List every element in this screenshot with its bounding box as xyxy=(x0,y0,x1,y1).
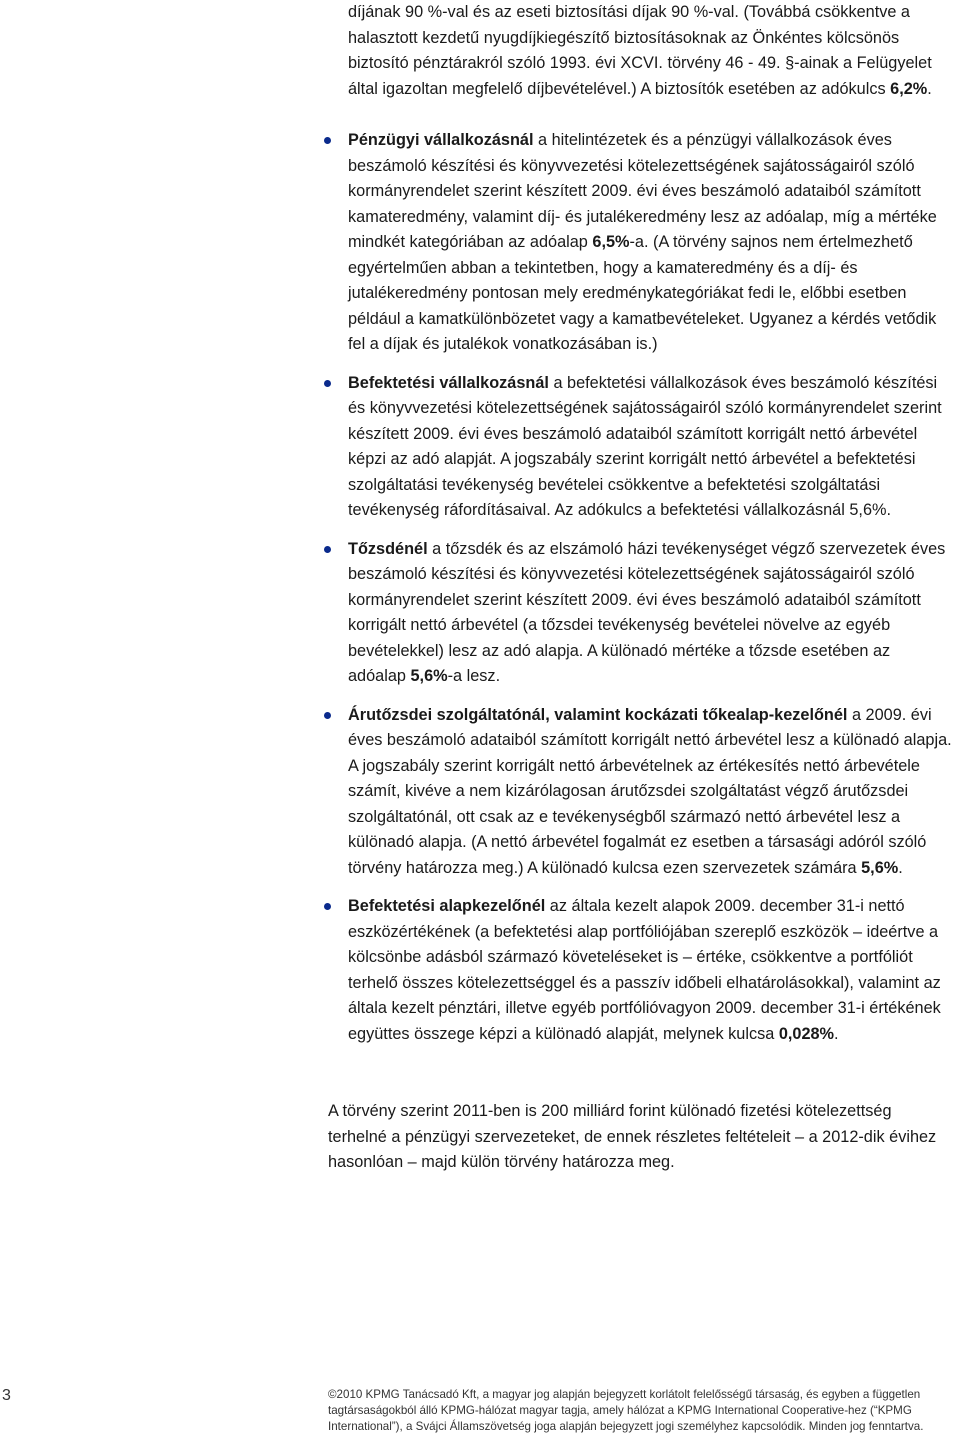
bullet-icon xyxy=(324,712,331,719)
intro-text: díjának 90 %-val és az eseti biztosítási díjak 90 %-val. (Továbbá csökkentve a halasztott kezdetű nyugdíjkiegészítő biztosításoknak az Önkéntes kölcsönös biztosító pénztárakról szóló 1993. évi XCVI. törvény 46 - 49. §-ainak a Felügyelet által igazoltan megfelelő díjbevételével.) A biztosítók esetében az adókulcs xyxy=(348,3,932,98)
list-item-arutozsde xyxy=(348,703,952,882)
page-number: 3 xyxy=(2,1387,11,1404)
tax-category-list xyxy=(348,128,952,1060)
intro-paragraph xyxy=(348,0,948,102)
item-rate: 5,6% xyxy=(861,858,899,877)
item-text-tail: . xyxy=(834,1024,839,1043)
item-text-tail: -a lesz. xyxy=(447,667,501,685)
item-text-tail: -a. (A törvény sajnos nem értelmezhető egyértelműen abban a tekintetben, hogy a kamateredmény és a díj- és jutalékeredmény pontosan mely eredménykategóriákat fedi le, előbbi esetben például a kamatkülönbözetet vagy a kamatbevételeket. Ugyanez a kérdés vetődik fel a díjak és jutalékok vonatkozásában is.) xyxy=(348,233,937,353)
item-title: Tőzsdénél xyxy=(348,539,428,558)
item-text-tail: . xyxy=(898,858,903,877)
item-title: Befektetési alapkezelőnél xyxy=(348,897,546,915)
bullet-icon xyxy=(324,903,331,910)
item-title: Pénzügyi vállalkozásnál xyxy=(348,131,534,149)
item-text: a hitelintézetek és a pénzügyi vállalkozások éves beszámoló készítési és könyvvezetési kötelezettségének sajátosságairól szóló kormányrendelet szerint készített 2009. évi éves beszámoló adataiból számított kamateredmény, valamint díj- és jutalékeredmény lesz az adóalap, míg a mértéke mindkét kategóriában az adóalap xyxy=(348,131,937,251)
closing-paragraph: A törvény szerint 2011-ben is 200 milliárd forint különadó fizetési kötelezettség terhelné a pénzügyi szervezeteket, de ennek részletes feltételeit – a 2012-dik évihez hasonlóan – majd külön törvény határozza meg. xyxy=(328,1102,937,1171)
item-title: Befektetési vállalkozásnál xyxy=(348,373,549,392)
intro-end: . xyxy=(927,79,932,98)
bullet-icon xyxy=(324,546,331,553)
list-item-penzugyi xyxy=(348,128,952,358)
item-rate: 5,6% xyxy=(410,667,448,685)
item-text: a 2009. évi éves beszámoló adataiból számított korrigált nettó árbevétel lesz a különadó alapja. A jogszabály szerint korrigált nettó árbevételnek az értékesítés nettó árbevétele számít, kivéve a nem kizárólagosan árutőzsdei szolgáltatást végző árutőzsdei szolgáltatónál, ott csak az e tevékenységből származó nettó árbevétel lesz a különadó alapja. (A nettó árbevétel fogalmát ez esetben a társasági adóról szóló törvény határozza meg.) A különadó kulcsa ezen szervezetek számára xyxy=(348,705,952,877)
bullet-icon xyxy=(324,380,331,387)
list-item-alapkezelo xyxy=(348,894,952,1047)
item-title: Árutőzsdei szolgáltatónál, valamint kockázati tőkealap-kezelőnél xyxy=(348,705,848,724)
list-item-befektetesi xyxy=(348,371,952,524)
list-item-tozsde xyxy=(348,537,952,690)
item-text: a tőzsdék és az elszámoló házi tevékenységet végző szervezetek éves beszámoló készítési és könyvvezetési kötelezettségének sajátosságairól szóló kormányrendelet szerint készített 2009. évi éves beszámoló adataiból számított korrigált nettó árbevétel (a tőzsdei tevékenység bevételei növelve az egyéb bevételekkel) lesz az adó alapja. A különadó mértéke a tőzsde esetében az adóalap xyxy=(348,539,946,685)
bullet-icon xyxy=(324,137,331,144)
footer-copyright: ©2010 KPMG Tanácsadó Kft, a magyar jog alapján bejegyzett korlátolt felelősségű társaság, és egyben a független tagtársaságokból álló KPMG-hálózat magyar tagja, amely hálózat a KPMG International Cooperative-hez (“KPMG International”), a Svájci Államszövetség joga alapján bejegyzett jogi személyhez kapcsolódik. Minden jog fenntartva. xyxy=(328,1388,924,1433)
item-text: a befektetési vállalkozások éves beszámoló készítési és könyvvezetési kötelezettségének sajátosságairól szóló kormányrendelet szerint készített 2009. évi éves beszámoló adataiból számított korrigált nettó árbevétel képzi az adó alapját. A jogszabály szerint korrigált nettó árbevétel a befektetési szolgáltatási tevékenység bevételei csökkentve a befektetési szolgáltatási tevékenység ráfordításaival. Az adókulcs a befektetési vállalkozásnál 5,6%. xyxy=(348,373,942,519)
item-rate: 0,028% xyxy=(778,1024,835,1043)
item-rate: 6,5% xyxy=(592,233,630,251)
intro-rate: 6,2% xyxy=(890,79,928,98)
item-text: az általa kezelt alapok 2009. december 31-i nettó eszközértékének (a befektetési alap portfóliójában szereplő eszközök – ideértve a kölcsönbe adásból származó követeléseket is – értéke, csökkentve a portfóliót terhelő összes kötelezettséggel és a passzív időbeli elhatárolásokkal), valamint az általa kezelt pénztári, illetve egyéb portfólióvagyon 2009. december 31-i értékének együttes összege képzi a különadó alapját, melynek kulcsa xyxy=(348,897,941,1043)
